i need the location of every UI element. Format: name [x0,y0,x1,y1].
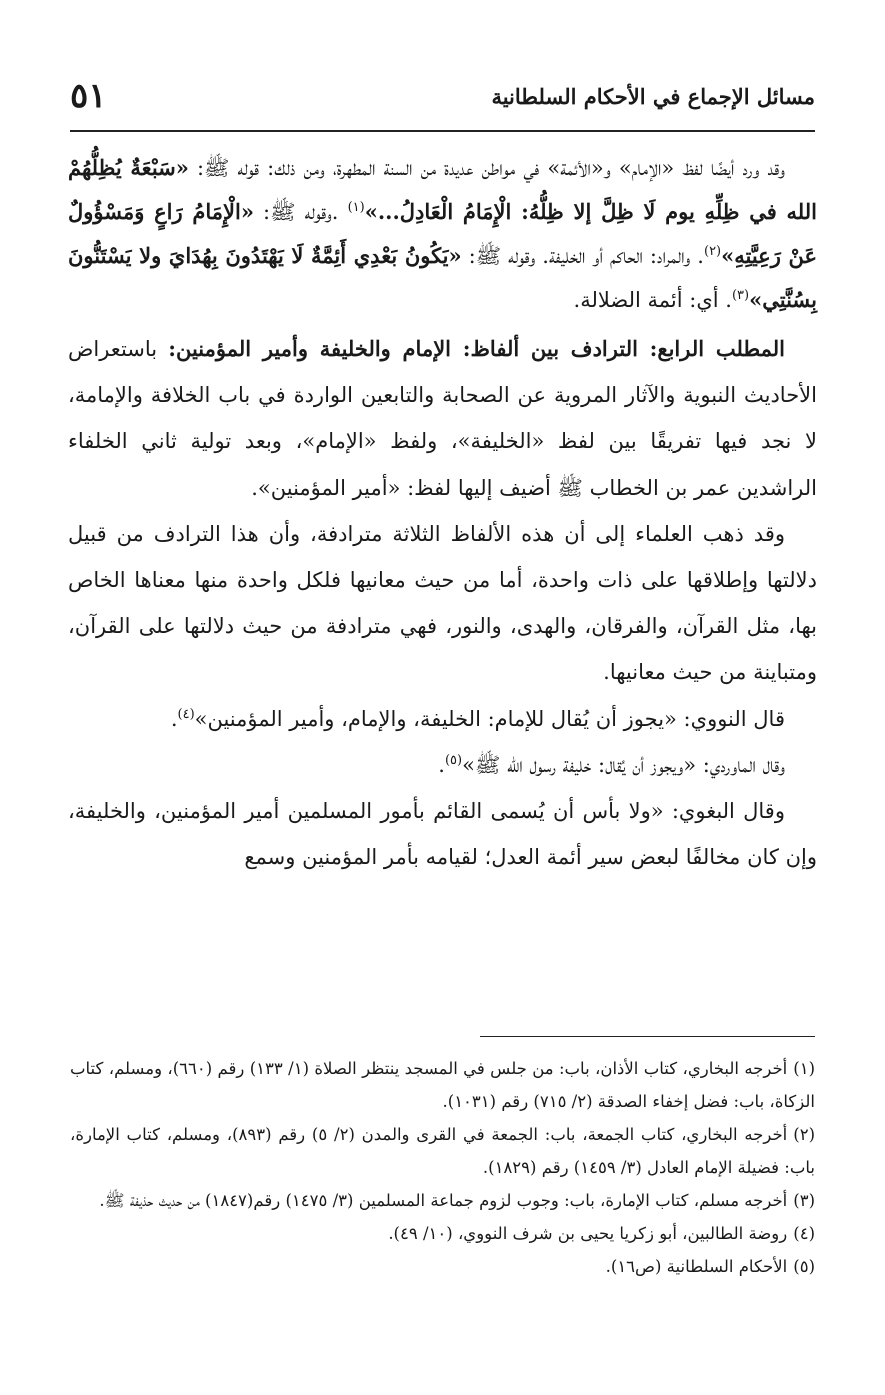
footnote-3 [70,1184,815,1217]
footnote-text: أخرجه البخاري، كتاب الجمعة، باب: الجمعة في القرى والمدن (٢/ ٥) رقم (٨٩٣)، ومسلم، كتاب الإمارة، باب: فضيلة الإمام العادل (٣/ ١٤٥٩) رقم (١٨٢٩). [70,1125,815,1177]
paragraph-synonymy-section [68,326,817,511]
footnote-4 [70,1217,815,1250]
text-run: . والمراد: الحاكم أو الخليفة. وقوله ﷺ: [461,244,704,268]
page-number: ٥١ [70,76,107,116]
paragraph-baghawi-quote: وقال البغوي: «ولا بأس أن يُسمى القائم بأمور المسلمين أمير المؤمنين، والخليفة، وإن كان مخالفًا لبعض سير أئمة العدل؛ لقيامه بأمر المؤمنين وسمع [68,799,817,870]
paragraph-scholars: وقد ذهب العلماء إلى أن هذه الألفاظ الثلاثة مترادفة، وأن هذا الترادف من قبيل دلالتها وإطلاقها على ذات واحدة، أما من حيث معانيها فلكل واحدة منها معناها الخاص بها، مثل القرآن، والفرقان، والهدى، والنور، فهي مترادفة من حيث دلالتها على القرآن، ومتباينة من حيث معانيها. [68,521,817,685]
text-run: وقد ورد أيضًا لفظ «الإمام» و«الأئمة» في مواطن عديدة من السنة المطهرة، ومن ذلك: قوله ﷺ: [188,156,785,180]
footnote-marker: (٥) [793,1257,815,1276]
text-run: . [170,706,178,731]
footnote-ref-5: (٥) [444,752,463,768]
nawawi-quote: قال النووي: «يجوز أن يُقال للإمام: الخليفة، والإمام، وأمير المؤمنين» [194,706,785,731]
header-rule [70,130,815,132]
footnote-marker: (٢) [793,1125,816,1144]
footnote-1 [70,1052,815,1118]
footnote-ref-2: (٢) [703,244,722,259]
footnote-ref-4: (٤) [177,706,195,722]
footnote-ref-1: (١) [347,200,365,215]
section-text: باستعراض الأحاديث النبوية والآثار المروية عن الصحابة والتابعين الواردة في باب الخلافة والإمامة، لا نجد فيها تفريقًا بين لفظ «الخليفة»، ولفظ «الإمام»، وبعد تولية ثاني الخلفاء الراشدين عمر بن الخطاب ﷺ أضيف إليها لفظ: «أمير المؤمنين». [68,337,817,500]
paragraph-imam-hadiths [68,146,817,322]
text-run: . أي: أئمة الضلالة. [573,288,732,312]
footnote-text: الأحكام السلطانية (ص١٦). [605,1257,788,1276]
footnote-text: أخرجه مسلم، كتاب الإمارة، باب: وجوب لزوم جماعة المسلمين (٣/ ١٤٧٥) رقم(١٨٤٧) من حديث حذيفة ﷺ. [99,1191,788,1210]
footnote-5 [70,1250,815,1283]
footnotes [70,1052,815,1283]
hadith-imam-shepherd: «الْإِمَامُ رَاعٍ وَمَسْؤُولٌ عَنْ رَعِيَّتِهِ» [68,199,818,268]
section-heading: المطلب الرابع: الترادف بين ألفاظ: الإمام والخليفة وأمير المؤمنين: [168,336,785,361]
page-header [70,76,815,132]
footnote-marker: (١) [793,1059,815,1078]
text-run: .وقوله ﷺ: [253,200,348,224]
paragraph-mawardi-quote [68,742,817,788]
footnote-text: أخرجه البخاري، كتاب الأذان، باب: من جلس في المسجد ينتظر الصلاة (١/ ١٣٣) رقم (٦٦٠)، ومسلم، كتاب الزكاة، باب: فضل إخفاء الصدقة (٢/ ٧١٥) رقم (١٠٣١). [70,1059,815,1111]
mawardi-quote: وقال الماوردي: «ويجوز أن يُقال: خليفة رسول الله ﷺ» [462,752,785,777]
paragraph-nawawi-quote [68,696,817,742]
footnote-2 [70,1118,815,1184]
footnote-text: روضة الطالبين، أبو زكريا يحيى بن شرف النووي، (١٠/ ٤٩). [388,1224,788,1243]
hadith-seven-shade: «سَبْعَةٌ يُظِلُّهُمْ الله في ظِلِّهِ يوم لَا ظِلَّ إلا ظِلُّهُ: الْإِمَامُ الْعَادِلُ...» [68,155,817,224]
footnote-marker: (٤) [793,1224,815,1243]
text-run: . [438,752,445,777]
running-title: مسائل الإجماع في الأحكام السلطانية [491,84,815,109]
footnote-marker: (٣) [793,1191,815,1210]
footnote-ref-3: (٣) [731,288,750,303]
hadith-imams-after-me: «يَكُونُ بَعْدِي أَئِمَّةٌ لَا يَهْتَدُونَ بِهُدَايَ ولا يَسْتَنُّونَ بِسُنَّتِي» [68,243,817,312]
main-text [68,146,817,880]
footnote-separator [480,1036,815,1037]
